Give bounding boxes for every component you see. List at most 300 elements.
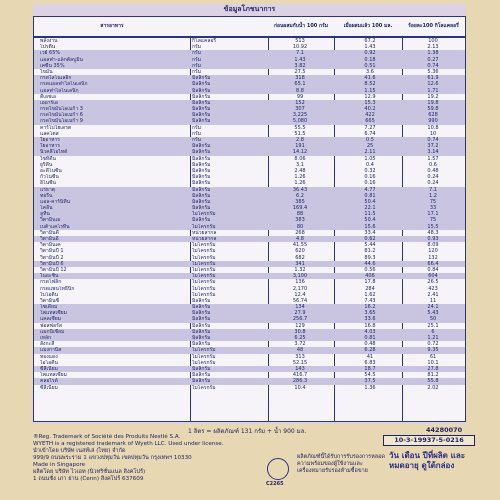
nutrient-unit: ไมโครกรัม xyxy=(192,353,216,360)
nutrient-unit: ไมโครกรัม xyxy=(192,291,216,298)
value-per-100ml: 0.16 xyxy=(364,180,376,187)
value-per-100ml: 17.8 xyxy=(364,279,376,286)
value-per-100ml: 284 xyxy=(365,285,375,292)
value-per-100ml: 0.56 xyxy=(364,266,376,273)
nutrient-name: ซีลีเนียม xyxy=(40,384,58,391)
value-per-100kcal: 990 xyxy=(428,118,438,125)
value-per-100ml: 0.62 xyxy=(364,236,376,242)
value-per-100ml: 0.4 xyxy=(366,161,374,168)
nutrient-unit: มิลลิกรัม xyxy=(192,322,211,329)
nutrient-name: พลังงาน xyxy=(40,38,58,44)
nutrient-unit: ไมโครกรัม xyxy=(192,347,216,354)
value-per-100kcal: 1.38 xyxy=(427,50,439,57)
value-per-100kcal: 5.43 xyxy=(427,310,439,317)
value-per-100g: 129 xyxy=(295,322,305,329)
nutrient-name: วิตามินบี 12 xyxy=(40,266,67,273)
value-per-100kcal: 0.48 xyxy=(427,167,439,174)
value-per-100g: 3,225 xyxy=(292,112,308,119)
nutrient-name: แมกนีเซียม xyxy=(40,328,65,335)
value-per-100g: 383 xyxy=(295,217,305,224)
value-per-100g: 1.32 xyxy=(294,266,306,273)
value-per-100ml: 67.2 xyxy=(364,38,376,44)
nutrient-unit: ไมโครกรัม xyxy=(192,273,216,280)
nutrient-name: กัวโนซีน xyxy=(40,174,59,181)
value-per-100kcal: 0.27 xyxy=(427,56,439,63)
nutrient-name: เคซีน 35% xyxy=(40,62,65,69)
nutrient-unit: มิลลิกรัม xyxy=(192,93,211,100)
value-per-100kcal: 10.8 xyxy=(427,124,439,131)
value-per-100g: 620 xyxy=(295,248,305,255)
value-per-100g: 143 xyxy=(295,365,305,372)
value-per-100g: 2,170 xyxy=(292,285,308,292)
nutrient-name: กรดไขมันโอเมก้า 9 xyxy=(40,118,83,125)
nutrient-name: กรดไลโนเลอิก xyxy=(40,75,72,82)
value-per-100g: 191 xyxy=(295,143,305,150)
nutrient-unit: กรัม xyxy=(192,68,202,75)
value-per-100ml: 422 xyxy=(365,112,375,119)
nutrient-name: ฟอสฟอรัส xyxy=(40,322,62,329)
value-per-100kcal: 0.84 xyxy=(427,266,439,273)
nutrient-name: แลคโตส xyxy=(40,130,59,137)
value-per-100g: 1.26 xyxy=(294,174,306,181)
nutrient-unit: ไมโครกรัม xyxy=(192,223,216,230)
nutrient-name: ไอโอดีน xyxy=(40,359,58,366)
legal-line: นำเข้าโดย บริษัท เนสท์เล่ (ไทย) จำกัด xyxy=(33,448,126,454)
nutrient-name: กรดแอลฟาไลโนเลนิก xyxy=(40,81,88,88)
header-per-100ml: เมื่อผสมแล้ว 100 มล. xyxy=(343,22,393,29)
panel-title: ข้อมูลโภชนาการ xyxy=(223,5,276,13)
value-per-100g: 3,100 xyxy=(292,273,308,280)
nutrient-unit: มิลลิกรัม xyxy=(192,155,211,162)
value-per-100g: 88 xyxy=(296,211,304,218)
value-per-100kcal: 66.4 xyxy=(427,260,439,267)
value-per-100g: 65.1 xyxy=(294,81,306,88)
nutrient-unit: มิลลิกรัม xyxy=(192,143,211,150)
value-per-100ml: 25 xyxy=(366,143,374,150)
value-per-100kcal: 61.9 xyxy=(427,75,439,82)
value-per-100g: 2.48 xyxy=(294,167,306,174)
nutrient-name: ไบโอติน xyxy=(40,291,59,298)
value-per-100g: 27.5 xyxy=(294,68,306,75)
nutrient-name: อิโนซีน xyxy=(40,180,56,187)
nutrient-unit: ไมโครกรัม xyxy=(192,254,216,261)
value-per-100kcal: 1.57 xyxy=(427,155,439,162)
legal-line: 1 ถนนชั่ง เภา ย่าน (Cenn) สิงคโปร์ 637609 xyxy=(33,476,144,482)
value-per-100g: 3.72 xyxy=(294,341,306,348)
nutrient-name: แคลเซียม xyxy=(40,316,61,323)
nutrient-name: แอล-คาร์นิทีน xyxy=(40,198,71,205)
nutrient-unit: มิลลิกรัม xyxy=(192,161,211,168)
nutrient-name: คลอไรด์ xyxy=(40,378,58,385)
value-per-100kcal: 1.71 xyxy=(427,87,439,94)
value-per-100g: 41.55 xyxy=(292,242,308,249)
value-per-100ml: 54.5 xyxy=(364,372,376,379)
nutrient-name: ลูทีน xyxy=(40,211,50,218)
nutrient-name: คาร์โบไฮเดรต xyxy=(40,124,72,131)
value-per-100g: 3.1 xyxy=(296,161,304,168)
nutrient-unit: มิลลิกรัม xyxy=(192,106,211,113)
value-per-100kcal: 10 xyxy=(429,130,437,137)
legal-line: WYETH is a registered trademark of Wyeth LLC. Used under license. xyxy=(33,441,224,447)
value-per-100kcal: 27.8 xyxy=(427,365,439,372)
value-per-100ml: 44.6 xyxy=(364,260,376,267)
nutrient-name: ไซทิดีน xyxy=(40,155,56,162)
nutrient-name: ใยอาหาร xyxy=(40,137,60,143)
value-per-100kcal: 24.1 xyxy=(427,304,439,311)
nutrient-name: วิตามินซี xyxy=(40,297,59,304)
value-per-100kcal: 37.2 xyxy=(427,143,439,150)
value-per-100ml: 33.6 xyxy=(364,316,376,323)
value-per-100g: 8.06 xyxy=(294,155,306,162)
value-per-100kcal: 604 xyxy=(428,273,438,280)
value-per-100kcal: 10.1 xyxy=(427,359,439,366)
value-per-100ml: 3.65 xyxy=(364,310,376,317)
table-header xyxy=(33,16,466,37)
value-per-100kcal: 3.14 xyxy=(427,149,439,156)
value-per-100ml: 3.6 xyxy=(366,68,374,75)
value-per-100kcal: 61 xyxy=(429,353,437,360)
nutrient-name: แอลฟาไลโนเลนิก xyxy=(40,87,79,94)
nutrient-unit: มิลลิกรัม xyxy=(192,186,211,193)
value-per-100kcal: 100 xyxy=(428,38,438,44)
header-per-100g: ก่อนผสมกับน้ำ 100 กรัม xyxy=(273,22,329,29)
value-per-100ml: 81.2 xyxy=(364,248,376,255)
value-per-100g: 30.8 xyxy=(294,328,306,335)
value-per-100ml: 4.03 xyxy=(364,328,376,335)
value-per-100g: 152 xyxy=(295,99,305,106)
value-per-100ml: 0.51 xyxy=(364,62,376,69)
nutrient-unit: ไมโครกรัม xyxy=(192,285,216,292)
certification-code: C2265 xyxy=(266,481,284,487)
nutrient-unit: มิลลิกรัม xyxy=(192,205,211,212)
value-per-100ml: 89.3 xyxy=(364,254,376,261)
value-per-100kcal: 75 xyxy=(429,198,437,205)
value-per-100g: 385 xyxy=(295,198,305,205)
nutrient-name: โปรตีน xyxy=(40,44,56,51)
value-per-100g: 99 xyxy=(296,93,304,100)
legal-line: ผลิตโดย บริษัท ไวเอท (นิวทริชั่นแนล สิงคโปร์) xyxy=(33,469,146,475)
value-per-100ml: 0.18 xyxy=(364,56,376,63)
nutrient-unit: กรัม xyxy=(192,50,202,57)
value-per-100ml: 40.2 xyxy=(364,106,376,113)
value-per-100g: 51.5 xyxy=(294,130,306,137)
nutrient-name: กรดแพนโทธีนิก xyxy=(40,285,75,292)
nutrient-name: วิตามินบี 2 xyxy=(40,254,64,261)
nutrient-unit: มิลลิกรัม xyxy=(192,217,211,224)
value-per-100ml: 15.3 xyxy=(364,99,376,106)
nutrient-unit: มิลลิกรัม xyxy=(192,335,211,341)
value-per-100g: 56.74 xyxy=(292,297,308,304)
value-per-100g: 134 xyxy=(295,304,305,311)
value-per-100kcal: 5.36 xyxy=(427,68,439,75)
nutrient-name: วิตามินบี 6 xyxy=(40,260,64,267)
value-per-100g: 52.15 xyxy=(292,359,308,366)
value-per-100ml: 5.44 xyxy=(364,242,376,249)
value-per-100kcal: 19.8 xyxy=(427,99,439,106)
value-per-100g: 4.8 xyxy=(296,236,304,242)
value-per-100ml: 406 xyxy=(365,273,375,280)
nutrient-name: เออาร์เอ xyxy=(40,99,58,106)
value-per-100ml: 15.6 xyxy=(364,223,376,230)
nutrient-unit: มิลลิกรัม xyxy=(192,118,211,125)
value-per-100kcal: 0.72 xyxy=(427,341,439,348)
value-per-100kcal: 0.6 xyxy=(429,161,437,168)
header-per-100kcal: ร้อยละ100 กิโลแคลอรี่ xyxy=(408,22,459,29)
nutrient-name: วิตามินเค xyxy=(40,242,61,249)
value-per-100kcal: 8.09 xyxy=(427,242,439,249)
value-per-100kcal: 628 xyxy=(428,112,438,119)
value-per-100g: 27.9 xyxy=(294,310,306,317)
value-per-100kcal: 81.2 xyxy=(427,372,439,379)
nutrient-unit: มิลลิกรัม xyxy=(192,365,211,372)
nutrient-name: เหล็ก xyxy=(40,335,52,341)
nutrient-name: ทองแดง xyxy=(40,353,58,360)
nutrient-unit: กรัม xyxy=(192,44,202,51)
nutrient-unit: ไมโครกรัม xyxy=(192,242,216,249)
nutrient-name: วิตามินบี 1 xyxy=(40,248,64,255)
value-per-100kcal: 423 xyxy=(428,285,438,292)
nutrient-unit: มิลลิกรัม xyxy=(192,316,211,323)
value-per-100kcal: 75 xyxy=(429,217,437,224)
nutrient-name: ยูริดีน xyxy=(40,161,53,168)
value-per-100ml: 0.48 xyxy=(364,341,376,348)
value-per-100ml: 2.11 xyxy=(364,149,376,156)
value-per-100kcal: 2.41 xyxy=(427,291,439,298)
nutrient-unit: มิลลิกรัม xyxy=(192,149,211,156)
nutrient-unit: ไมโครกรัม xyxy=(192,211,216,218)
nutrient-unit: ไมโครกรัม xyxy=(192,359,216,366)
value-per-100kcal: 0.24 xyxy=(427,174,439,181)
value-per-100ml: 6.74 xyxy=(364,130,376,137)
nutrient-unit: หน่วยสากล xyxy=(192,236,217,242)
value-per-100g: 10.4 xyxy=(294,384,306,391)
value-per-100ml: 37.5 xyxy=(364,378,376,385)
value-per-100ml: 16.8 xyxy=(364,322,376,329)
legal-line: 999/9 ถนนพระราม 1 แขวงปทุมวัน เขตปทุมวัน กรุงเทพฯ 10330 xyxy=(33,455,192,461)
value-per-100ml: 0.81 xyxy=(364,335,376,341)
value-per-100g: 286.3 xyxy=(292,378,308,385)
table-row xyxy=(34,385,465,391)
value-per-100ml: 18.7 xyxy=(364,365,376,372)
nutrient-name: กรดไขมันโอเมก้า 3 xyxy=(40,106,83,113)
value-per-100kcal: 59.8 xyxy=(427,106,439,113)
value-per-100kcal: 48.3 xyxy=(427,229,439,236)
value-per-100g: 682 xyxy=(295,254,305,261)
value-per-100ml: 1.36 xyxy=(364,384,376,391)
value-per-100kcal: 2.02 xyxy=(427,384,439,391)
nutrient-unit: ไมโครกรัม xyxy=(192,384,216,391)
value-per-100kcal: 33 xyxy=(429,205,437,212)
value-per-100g: 7.1 xyxy=(296,50,304,57)
value-per-100ml: 4.77 xyxy=(364,186,376,193)
nutrient-unit: กรัม xyxy=(192,62,202,69)
value-per-100kcal: 0.24 xyxy=(427,180,439,187)
nutrient-unit: มิลลิกรัม xyxy=(192,372,211,379)
value-per-100g: 1.43 xyxy=(294,56,306,63)
header-nutrient: สารอาหาร xyxy=(100,22,124,29)
nutrient-unit: มิลลิกรัม xyxy=(192,310,211,317)
nutrient-name: กรดโฟลิก xyxy=(40,279,62,286)
nutrient-name: ทอรีน xyxy=(40,192,53,199)
value-per-100ml: 6.83 xyxy=(364,359,376,366)
nutrient-name: แร่ธาตุ xyxy=(40,186,56,193)
value-per-100ml: 11.5 xyxy=(364,211,376,218)
nutrient-unit: ไมโครกรัม xyxy=(192,266,216,273)
value-per-100g: 307 xyxy=(295,106,305,113)
value-per-100g: 136 xyxy=(295,279,305,286)
value-per-100kcal: 11 xyxy=(429,297,437,304)
certification-logo-icon xyxy=(267,458,289,480)
value-per-100ml: 41.6 xyxy=(364,75,376,82)
value-per-100g: 55.5 xyxy=(294,124,306,131)
nutrient-name: อะดีโนซีน xyxy=(40,167,62,174)
value-per-100ml: 0.81 xyxy=(364,192,376,199)
value-per-100kcal: 2.13 xyxy=(427,44,439,51)
value-per-100kcal: 132 xyxy=(428,254,438,261)
nutrient-unit: ไมโครกรัม xyxy=(192,279,216,286)
nutrition-panel xyxy=(33,4,466,424)
value-per-100kcal: 1.21 xyxy=(427,335,439,341)
nutrient-name: วิตามินอี xyxy=(40,236,59,242)
nutrient-unit: มิลลิกรัม xyxy=(192,167,211,174)
value-per-100kcal: 7.1 xyxy=(429,186,437,193)
nutrient-name: โคลีน xyxy=(40,205,53,212)
nutrient-name: ดีเอชเอ xyxy=(40,93,57,100)
nutrient-unit: มิลลิกรัม xyxy=(192,341,211,348)
value-per-100g: 341 xyxy=(295,260,305,267)
value-per-100ml: 6.28 xyxy=(364,347,376,354)
value-per-100g: 513 xyxy=(295,38,305,44)
nutrient-name: นิวคลีโอไทด์ xyxy=(40,149,68,156)
value-per-100ml: 12.9 xyxy=(364,93,376,100)
value-per-100ml: 7.27 xyxy=(364,124,376,131)
nutrient-name: เวย์ 65% xyxy=(40,50,61,57)
nutrient-unit: มิลลิกรัม xyxy=(192,304,211,311)
nutrient-name: เบต้าแคโรทีน xyxy=(40,223,70,230)
value-per-100kcal: 0.74 xyxy=(427,137,439,143)
nutrient-unit: หน่วยสากล xyxy=(192,229,217,236)
nutrient-name: แอลฟา-แล็กตัลบูมิน xyxy=(40,56,83,63)
value-per-100ml: 0.16 xyxy=(364,174,376,181)
value-per-100ml: 41 xyxy=(366,353,374,360)
nutrient-unit: มิลลิกรัม xyxy=(192,81,211,88)
nutrition-table xyxy=(33,37,466,422)
value-per-100g: 48 xyxy=(296,347,304,354)
legal-line: Made in Singapore xyxy=(33,462,86,468)
nutrient-unit: มิลลิกรัม xyxy=(192,297,211,304)
nutrient-unit: มิลลิกรัม xyxy=(192,112,211,119)
nutrient-unit: มิลลิกรัม xyxy=(192,75,211,82)
header-unit xyxy=(190,17,268,36)
nutrient-unit: กิโลแคลอรี่ xyxy=(192,38,217,44)
registration-number: 10-3-19937-5-0216 xyxy=(383,435,475,446)
nutrient-unit: ไมโครกรัม xyxy=(192,260,216,267)
value-per-100g: 169.4 xyxy=(292,205,308,212)
nutrient-unit: กรัม xyxy=(192,56,202,63)
value-per-100g: 318 xyxy=(295,75,305,82)
value-per-100kcal: 26.5 xyxy=(427,279,439,286)
value-per-100ml: 0.92 xyxy=(364,50,376,57)
value-per-100kcal: 55.8 xyxy=(427,378,439,385)
legal-line: ®Reg. Trademark of Société des Produits Nestlé S.A. xyxy=(33,434,181,440)
nutrient-unit: กรัม xyxy=(192,124,202,131)
value-per-100g: 416.7 xyxy=(292,372,308,379)
value-per-100g: 36.43 xyxy=(292,186,308,193)
nutrient-name: ใยอาหาร xyxy=(40,143,60,150)
footer xyxy=(33,424,473,500)
value-per-100ml: 1.62 xyxy=(364,291,376,298)
value-per-100kcal: 19.2 xyxy=(427,93,439,100)
serving-note: 1 ลิตร = ผลิตภัณฑ์ 131 กรัม + น้ำ 900 มล. xyxy=(188,428,307,435)
value-per-100kcal: 12.6 xyxy=(427,81,439,88)
nutrient-name: แมงกานีส xyxy=(40,347,62,354)
value-per-100ml: 8.52 xyxy=(364,81,376,88)
value-per-100kcal: 17.1 xyxy=(427,211,439,218)
nutrient-unit: กรัม xyxy=(192,137,202,143)
nutrient-name: วิตามินเอ xyxy=(40,217,61,224)
nutrient-name: โพแทสเซียม xyxy=(40,372,67,379)
value-per-100g: 1.26 xyxy=(294,180,306,187)
barcode-number: 44280070 xyxy=(426,426,463,434)
value-per-100ml: 1.05 xyxy=(364,155,376,162)
value-per-100ml: 22.1 xyxy=(364,205,376,212)
value-per-100kcal: 0.74 xyxy=(427,62,439,69)
nutrient-name: โซเดียม xyxy=(40,304,58,311)
nutrient-unit: ไมโครกรัม xyxy=(192,248,216,255)
value-per-100g: 6.25 xyxy=(294,335,306,341)
value-per-100g: 6.2 xyxy=(296,192,304,199)
nutrient-name: วิตามินดี xyxy=(40,229,59,236)
value-per-100ml: 50.4 xyxy=(364,198,376,205)
expiry-note: วัน เดือน ปีที่ผลิต และหมดอายุ ดูใต้กล่อง xyxy=(389,451,466,470)
value-per-100ml: 1.43 xyxy=(364,44,376,51)
value-per-100kcal: 15.5 xyxy=(427,223,439,230)
nutrient-unit: กรัม xyxy=(192,130,202,137)
value-per-100ml: 0.32 xyxy=(364,167,376,174)
value-per-100kcal: 9.35 xyxy=(427,347,439,354)
value-per-100ml: 665 xyxy=(365,118,375,125)
value-per-100g: 12.4 xyxy=(294,291,306,298)
nutrient-name: สังกะสี xyxy=(40,341,55,348)
certification-text: ผลิตภัณฑ์นี้ได้รับการรับรองการหลอดความพร้อมของผู้ใช้งานและเครื่องหมายรับรองห้ามซื้อขาย xyxy=(297,454,386,474)
nutrient-unit: มิลลิกรัม xyxy=(192,87,211,94)
value-per-100g: 3.82 xyxy=(294,62,306,69)
nutrient-unit: มิลลิกรัม xyxy=(192,99,211,106)
nutrient-name: ซีลีเนียม xyxy=(40,365,58,372)
nutrient-unit: มิลลิกรัม xyxy=(192,174,211,181)
value-per-100g: 2.8 xyxy=(296,137,304,143)
value-per-100ml: 0.5 xyxy=(366,137,374,143)
value-per-100ml: 16.2 xyxy=(364,304,376,311)
nutrient-unit: มิลลิกรัม xyxy=(192,378,211,385)
value-per-100g: 80 xyxy=(296,223,304,230)
value-per-100g: 14.12 xyxy=(292,149,308,156)
value-per-100ml: 7.43 xyxy=(364,297,376,304)
value-per-100kcal: 25.1 xyxy=(427,322,439,329)
nutrient-unit: มิลลิกรัม xyxy=(192,192,211,199)
value-per-100kcal: 0.93 xyxy=(427,236,439,242)
value-per-100ml: 50.4 xyxy=(364,217,376,224)
value-per-100ml: 33.4 xyxy=(364,229,376,236)
nutrient-unit: มิลลิกรัม xyxy=(192,328,211,335)
value-per-100kcal: 50 xyxy=(429,316,437,323)
value-per-100ml: 1.15 xyxy=(364,87,376,94)
nutrient-unit: มิลลิกรัม xyxy=(192,198,211,205)
value-per-100g: 268 xyxy=(295,229,305,236)
nutrient-name: ไนอะซิน xyxy=(40,273,59,280)
nutrient-name: กรดไขมันโอเมก้า 6 xyxy=(40,112,83,119)
nutrient-name: โพแทสเซียม xyxy=(40,310,67,317)
